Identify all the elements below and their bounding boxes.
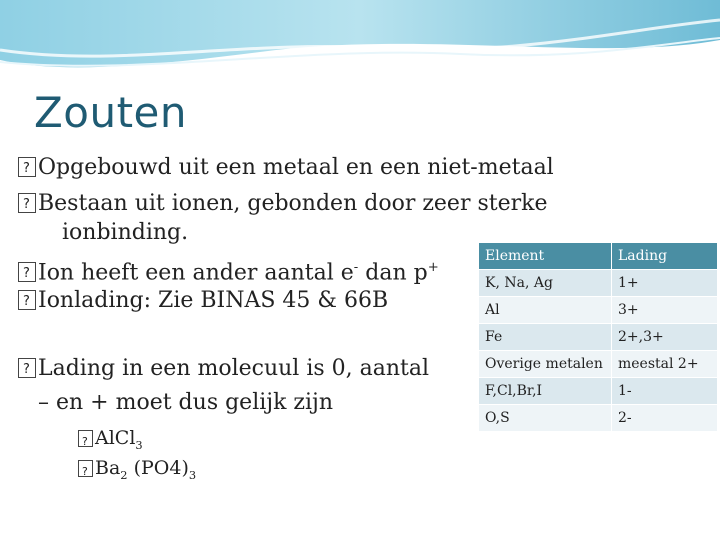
bullet-line-2-cont: ionbinding. [62, 220, 189, 245]
table-cell: 2- [612, 405, 718, 432]
table-cell: 2+,3+ [612, 324, 718, 351]
bullet-line-5: ?Lading in een molecuul is 0, aantal [18, 356, 429, 382]
table-cell: 3+ [612, 297, 718, 324]
slide-title: Zouten [34, 88, 188, 137]
table-cell: 1- [612, 378, 718, 405]
bullet-line-1: ?Opgebouwd uit een metaal en een niet-metaal [18, 155, 554, 181]
bullet-box-icon [18, 157, 36, 177]
header-banner [0, 0, 720, 80]
table-cell: O,S [479, 405, 612, 432]
table-header-cell: Lading [612, 243, 718, 270]
bullet-box-icon [78, 430, 93, 447]
table-row [479, 297, 718, 324]
table-cell: K, Na, Ag [479, 270, 612, 297]
table-cell: F,Cl,Br,I [479, 378, 612, 405]
table-cell: 1+ [612, 270, 718, 297]
bullet-line-4: ?Ionlading: Zie BINAS 45 & 66B [18, 288, 388, 314]
table-cell: Fe [479, 324, 612, 351]
table-row [479, 351, 718, 378]
bullet-box-icon [18, 262, 36, 282]
bullet-box-icon [18, 290, 36, 310]
table-row [479, 270, 718, 297]
table-cell: meestal 2+ [612, 351, 718, 378]
table-row [479, 405, 718, 432]
table-header-row [479, 243, 718, 270]
bullet-box-icon [18, 358, 36, 378]
table-row [479, 324, 718, 351]
bullet-line-2: ?Bestaan uit ionen, gebonden door zeer sterke [18, 191, 547, 217]
table-header-cell: Element [479, 243, 612, 270]
table-row [479, 378, 718, 405]
bullet-line-3: ?Ion heeft een ander aantal e- dan p+ [18, 255, 439, 286]
charge-table [478, 242, 718, 432]
example-ba2po43: $?Ba_2$ $(PO4)_3$ [78, 455, 196, 488]
table-cell: Al [479, 297, 612, 324]
example-alcl3: ?AlCl$_3$ [78, 425, 143, 458]
bullet-box-icon [78, 460, 93, 477]
bullet-line-5-cont: – en + moet dus gelijk zijn [38, 390, 334, 415]
table-cell: Overige metalen [479, 351, 612, 378]
bullet-box-icon [18, 193, 36, 213]
